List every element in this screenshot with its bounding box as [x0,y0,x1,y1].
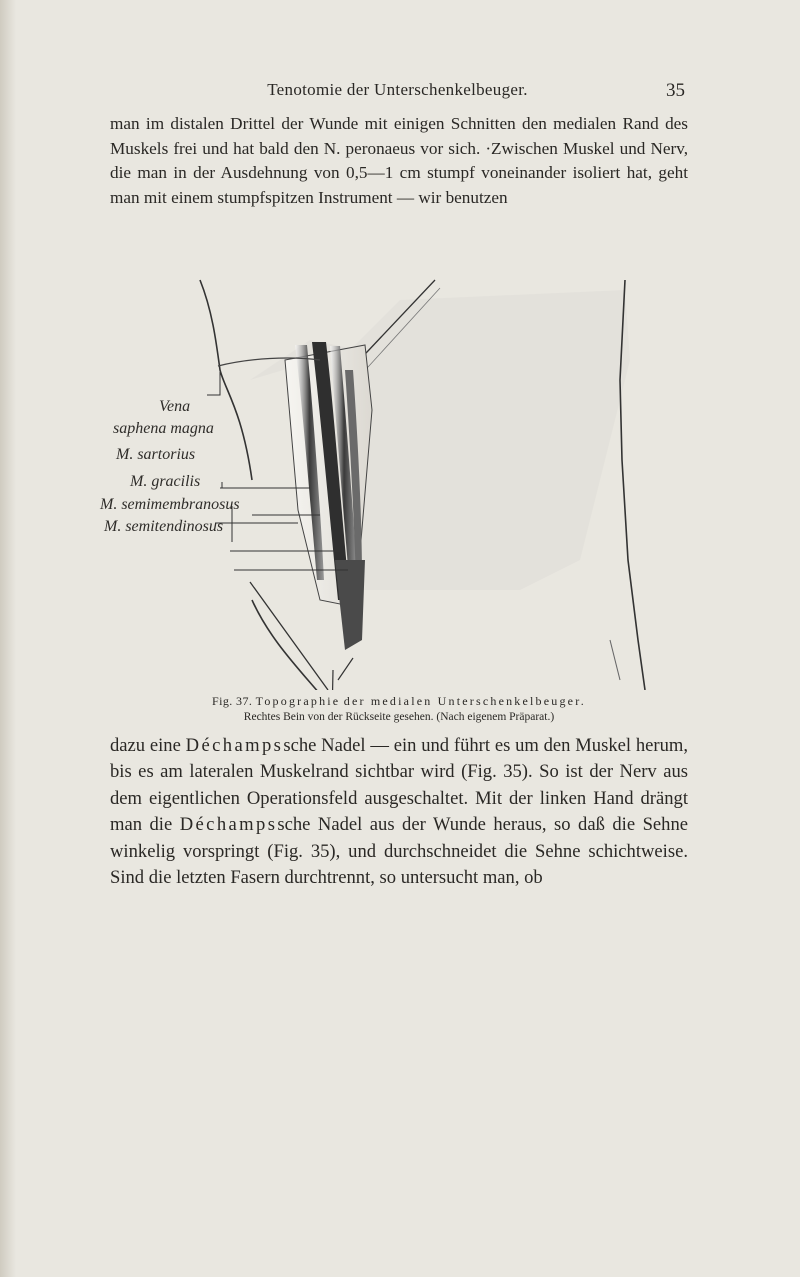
calf-center-line [330,670,333,690]
calf-left-outline [252,600,325,690]
leg-left-outline [200,280,252,480]
figure-37 [20,260,780,690]
figure-caption [110,694,688,723]
label-saphena-magna: saphena magna [113,420,214,437]
person-name-dechamps-2: Déchamps [179,814,278,836]
label-semimembranosus: M. semimembranosus [100,496,240,513]
running-title: Tenotomie der Unterschenkelbeuger. [267,80,528,99]
lower-tendon-line-2 [338,658,353,680]
person-name-dechamps: Déchamps [185,735,284,756]
caption-topographie: Topographie [255,694,341,708]
text-segment-2: sche Nadel — ein und führt es um den Muskel herum, bis es am lateralen Muskelrand sichtbar wird (Fig. 35). So ist der Nerv aus dem eigentlichen Operationsfeld ausgeschaltet. Mit der linken Hand drängt man die [110,735,688,836]
caption-fig-number: Fig. 37. [212,694,253,708]
paragraph-top: man im distalen Drittel der Wunde mit einigen Schnitten den medialen Rand des Muskels frei und hat bald den N. peronaeus vor sich. ·Zwischen Muskel und Nerv, die man in der Ausdehnung von 0,5—1 cm stumpf voneinander isoliert hat, geht man mit einem stumpfspitzen Instrument — wir benutzen [110,114,688,207]
caption-line-2: Rechtes Bein von der Rückseite gesehen. (Nach eigenem Präparat.) [243,711,555,723]
text-segment-1: dazu eine [110,735,186,756]
lower-tendon-line [250,582,328,690]
paragraph-bottom [110,733,688,891]
page-number: 35 [666,80,685,101]
label-sartorius: M. sartorius [116,446,196,463]
label-gracilis: M. gracilis [130,473,201,490]
label-semitendinosus: M. semitendinosus [104,518,224,535]
page-header [110,80,685,106]
caption-line-1 [110,694,688,709]
leg-right-outline-2 [610,640,620,680]
label-vena: Vena [159,398,191,415]
caption-rest: der medialen Unterschenkelbeuger. [343,694,586,708]
page-edge-shadow [0,0,16,1277]
muscle-belly [335,560,365,650]
text-segment-3: sche Nadel aus der Wunde heraus, so daß die Sehne winkelig vorspringt (Fig. 35), und durchschneidet die Sehne schichtweise. Sind die letzten Fasern durchtrennt, so untersucht man, ob [110,814,689,889]
